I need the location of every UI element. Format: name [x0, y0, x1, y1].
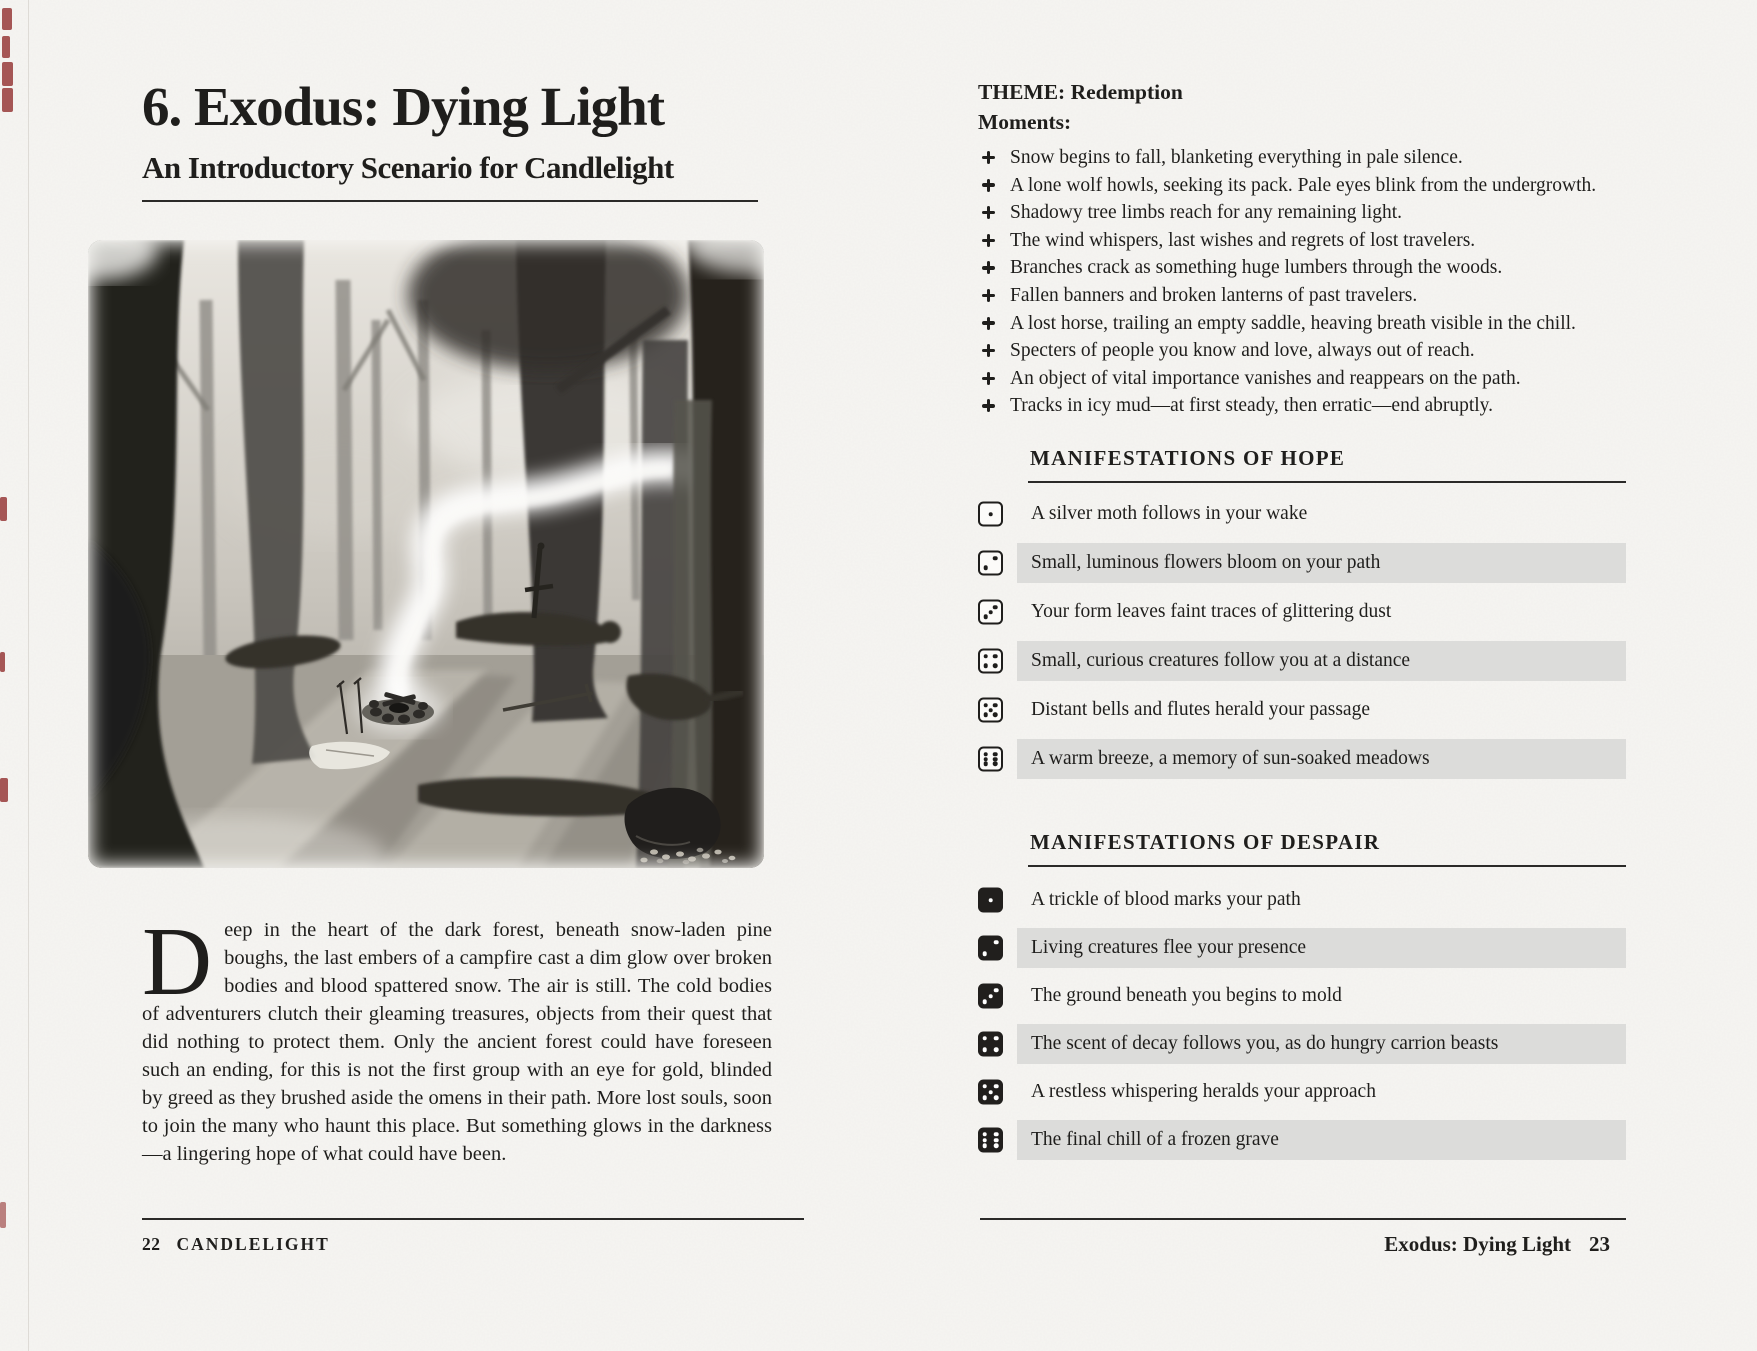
moment-item: Shadowy tree limbs reach for any remaining light.: [978, 199, 1658, 227]
moment-item: Snow begins to fall, blanketing everything in pale silence.: [978, 144, 1658, 172]
scan-mark: [2, 8, 12, 30]
despair-heading: MANIFESTATIONS OF DESPAIR: [1030, 830, 1381, 854]
hope-heading-rule: [1028, 481, 1626, 483]
hope-die-2-icon: [978, 551, 1003, 576]
title-rule: [142, 200, 758, 202]
cross-bullet-icon: [982, 261, 995, 274]
hope-die-3-icon: [978, 600, 1003, 625]
despair-row-text: The scent of decay follows you, as do hungry carrion beasts: [1031, 1033, 1499, 1054]
hope-die-1-icon: [978, 502, 1003, 527]
despair-row-text: The final chill of a frozen grave: [1031, 1129, 1279, 1150]
despair-die-5-icon: [978, 1080, 1003, 1105]
left-footer-rule: [142, 1218, 804, 1220]
despair-die-2-icon: [978, 936, 1003, 961]
scan-mark: [0, 497, 7, 521]
cross-bullet-icon: [982, 179, 995, 192]
paragraph-text: eep in the heart of the dark forest, beneath snow-laden pine boughs, the last embers of a campfire cast a dim glow over broken bodies and blood spattered snow. The air is still. The cold bodies of adventurers clutch their gleaming treasures, objects from their quest that did nothing to protect them. Only the ancient forest could have foreseen such an ending, for this is not the first group with an eye for gold, blinded by greed as they brushed aside the omens in their path. More lost souls, soon to join the many who haunt this place. But something glows in the darkness—a lingering hope of what could have been.: [142, 919, 772, 1165]
hope-heading: MANIFESTATIONS OF HOPE: [1030, 446, 1346, 470]
despair-die-4-icon: [978, 1032, 1003, 1057]
despair-die-6-icon: [978, 1128, 1003, 1153]
despair-row-text: The ground beneath you begins to mold: [1031, 985, 1342, 1006]
scan-mark: [0, 1202, 6, 1228]
cross-bullet-icon: [982, 151, 995, 164]
moment-item: A lost horse, trailing an empty saddle, heaving breath visible in the chill.: [978, 310, 1658, 338]
scenario-intro-paragraph: [142, 908, 772, 1168]
scan-mark: [0, 652, 5, 672]
despair-row: [978, 928, 1626, 968]
despair-row: [978, 880, 1626, 920]
cross-bullet-icon: [982, 317, 995, 330]
hope-row-text: A warm breeze, a memory of sun-soaked meadows: [1031, 748, 1430, 769]
cross-bullet-icon: [982, 372, 995, 385]
hope-row-text: Small, curious creatures follow you at a distance: [1031, 650, 1411, 671]
despair-row: [978, 976, 1626, 1016]
hope-row: [978, 543, 1626, 583]
scan-mark: [0, 778, 8, 802]
hope-row: [978, 641, 1626, 681]
hope-row-text: Distant bells and flutes herald your passage: [1031, 699, 1370, 720]
despair-row-text: A trickle of blood marks your path: [1031, 889, 1301, 910]
cross-bullet-icon: [982, 399, 995, 412]
moment-item: Branches crack as something huge lumbers through the woods.: [978, 254, 1658, 282]
hope-row: [978, 690, 1626, 730]
chapter-title-block: [142, 78, 774, 202]
despair-heading-rule: [1028, 865, 1626, 867]
right-footer-rule: [980, 1218, 1626, 1220]
left-footer: [142, 1234, 330, 1255]
drop-cap: D: [142, 908, 213, 1015]
moment-item: A lone wolf howls, seeking its pack. Pale eyes blink from the undergrowth.: [978, 172, 1658, 200]
moments-label: Moments:: [978, 110, 1072, 134]
moment-item: An object of vital importance vanishes and reappears on the path.: [978, 365, 1658, 393]
scan-page-edge: [28, 0, 29, 1351]
moments-list: [978, 144, 1658, 420]
right-footer: [980, 1232, 1610, 1257]
hope-die-4-icon: [978, 649, 1003, 674]
hope-row: [978, 494, 1626, 534]
cross-bullet-icon: [982, 206, 995, 219]
chapter-title: 6. Exodus: Dying Light: [142, 76, 665, 137]
cross-bullet-icon: [982, 289, 995, 302]
hope-die-5-icon: [978, 698, 1003, 723]
despair-row: [978, 1072, 1626, 1112]
scan-mark: [2, 36, 10, 58]
despair-row-text: A restless whispering heralds your approach: [1031, 1081, 1376, 1102]
scan-mark: [2, 62, 13, 86]
hope-row: [978, 739, 1626, 779]
chapter-footer-title: Exodus: Dying Light: [1384, 1232, 1571, 1256]
despair-row-text: Living creatures flee your presence: [1031, 937, 1307, 958]
hope-row-text: A silver moth follows in your wake: [1031, 503, 1308, 524]
scan-mark: [2, 88, 13, 112]
despair-row: [978, 1120, 1626, 1160]
theme-label: THEME: Redemption: [978, 80, 1183, 104]
right-page-number: 23: [1589, 1232, 1610, 1256]
hope-row: [978, 592, 1626, 632]
book-title: CANDLELIGHT: [176, 1234, 330, 1254]
moment-item: Tracks in icy mud—at first steady, then erratic—end abruptly.: [978, 392, 1658, 420]
cross-bullet-icon: [982, 234, 995, 247]
chapter-subtitle: An Introductory Scenario for Candlelight: [142, 149, 674, 185]
hope-die-6-icon: [978, 747, 1003, 772]
cross-bullet-icon: [982, 344, 995, 357]
hope-row-text: Your form leaves faint traces of glittering dust: [1031, 601, 1392, 622]
despair-die-1-icon: [978, 888, 1003, 913]
left-page-number: 22: [142, 1234, 161, 1254]
moment-item: The wind whispers, last wishes and regrets of lost travelers.: [978, 227, 1658, 255]
moment-item: Fallen banners and broken lanterns of past travelers.: [978, 282, 1658, 310]
hope-row-text: Small, luminous flowers bloom on your path: [1031, 552, 1381, 573]
despair-die-3-icon: [978, 984, 1003, 1009]
despair-row: [978, 1024, 1626, 1064]
forest-illustration: [88, 240, 764, 868]
moment-item: Specters of people you know and love, always out of reach.: [978, 337, 1658, 365]
